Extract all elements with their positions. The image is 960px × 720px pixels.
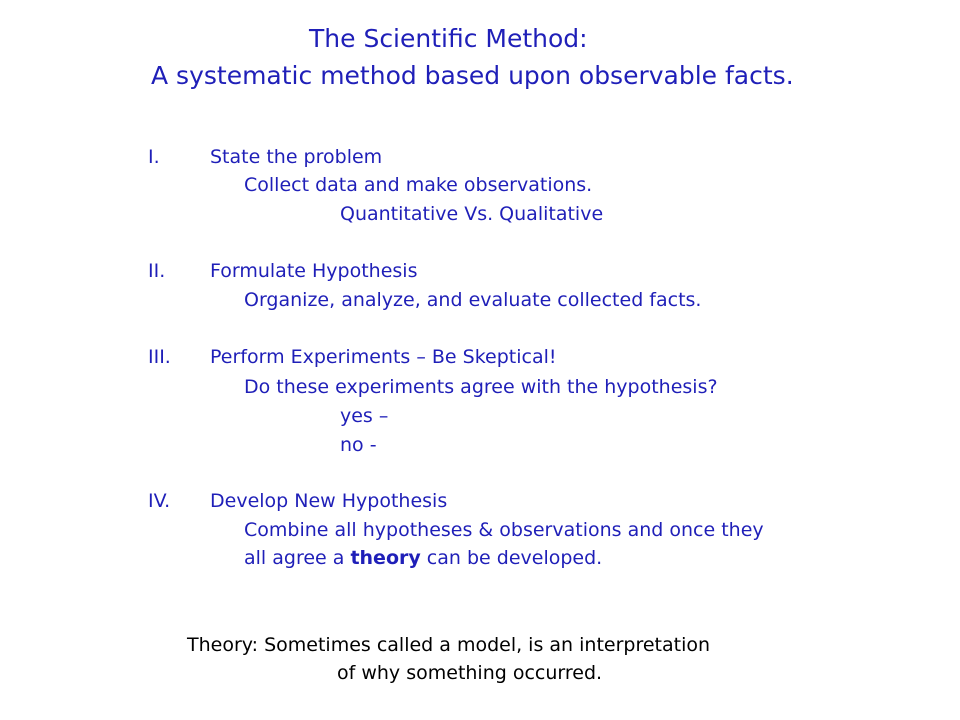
step-3-heading: Perform Experiments – Be Skeptical! (210, 346, 557, 368)
step-3-answer-yes: yes – (340, 405, 389, 427)
step-2-heading: Formulate Hypothesis (210, 260, 418, 282)
theory-keyword: theory (350, 547, 421, 569)
step-3-detail: Do these experiments agree with the hypothesis? (244, 376, 718, 398)
theory-definition-line-2: of why something occurred. (337, 662, 603, 684)
slide-subtitle: A systematic method based upon observable facts. (151, 61, 794, 90)
step-1-heading: State the problem (210, 146, 383, 168)
step-1-numeral: I. (148, 146, 160, 168)
step-2-numeral: II. (148, 260, 166, 282)
theory-definition-line-1: Theory: Sometimes called a model, is an interpretation (187, 634, 711, 656)
step-1-detail: Collect data and make observations. (244, 174, 593, 196)
step-4-detail-2 (244, 549, 602, 568)
step-4-detail-2-prefix: all agree a (244, 547, 351, 569)
step-1-subdetail: Quantitative Vs. Qualitative (340, 203, 604, 225)
slide-title: The Scientific Method: (309, 24, 588, 53)
step-4-heading: Develop New Hypothesis (210, 490, 448, 512)
step-4-detail-2-suffix: can be developed. (420, 547, 603, 569)
step-3-answer-no: no - (340, 434, 377, 456)
step-2-detail: Organize, analyze, and evaluate collected facts. (244, 289, 702, 311)
step-3-numeral: III. (148, 346, 171, 368)
step-4-detail: Combine all hypotheses & observations and once they (244, 519, 764, 541)
step-4-numeral: IV. (148, 490, 171, 512)
